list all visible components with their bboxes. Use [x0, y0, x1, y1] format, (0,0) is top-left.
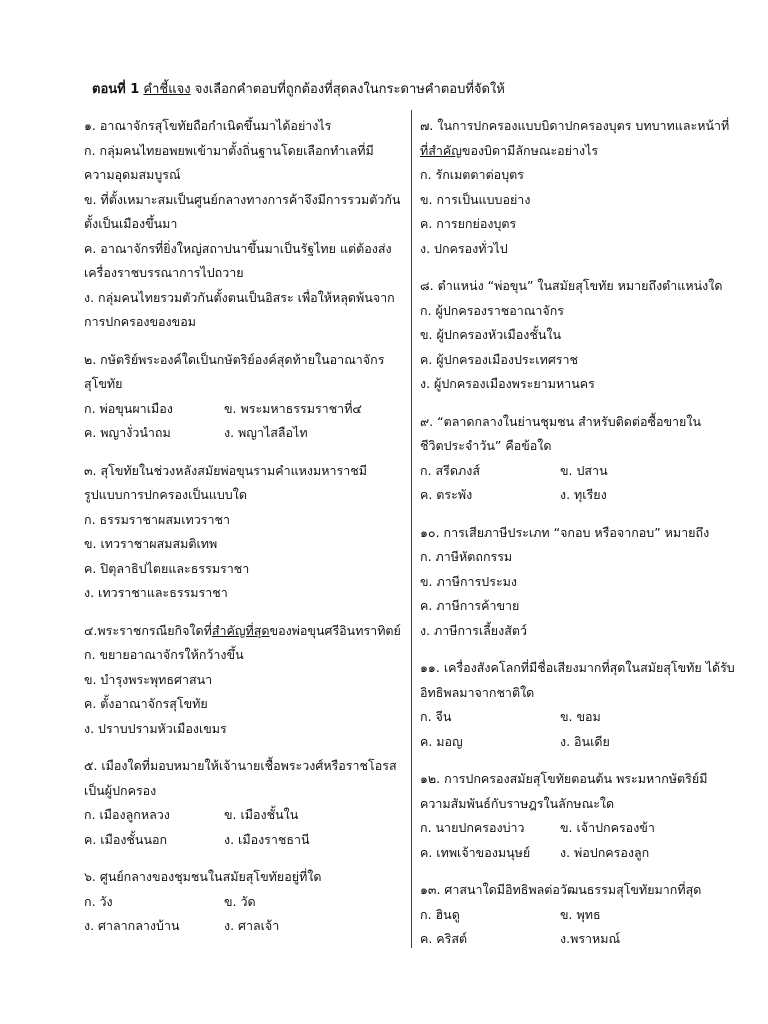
choice-c[interactable]: ค. ผู้ปกครองเมืองประเทศราช	[420, 351, 578, 367]
choice-c[interactable]: ค. ภาษีการค้าขาย	[420, 598, 520, 613]
question-stem-cont: ความสัมพันธ์กับราษฎรในลักษณะใด	[420, 795, 615, 811]
question-stem: ๑๑. เครื่องสังคโลกที่มีชื่อเสียงมากที่สุดในสมัยสุโขทัย ได้รับ	[420, 660, 735, 675]
stem-emphasis: สำคัญที่สุด	[211, 622, 270, 638]
question-stem-cont: รูปแบบการปกครองเป็นแบบใด	[84, 487, 247, 502]
choice-c-cont: เครื่องราชบรรณาการไปถวาย	[84, 265, 244, 280]
choice-row	[420, 903, 750, 928]
choice-d[interactable]: ง. อินเดีย	[560, 733, 610, 749]
choice-row	[84, 803, 406, 828]
section-label: ตอนที่ 1	[92, 82, 140, 97]
choice-d-cont: การปกครองของขอม	[84, 314, 196, 329]
choice-c[interactable]: ค. การยกย่องบุตร	[420, 216, 517, 231]
instructions-text: จงเลือกคำตอบที่ถูกต้องที่สุดลงในกระดาษคำตอบที่จัดให้	[190, 82, 505, 97]
instructions-header	[92, 78, 732, 99]
question-stem: ๒. กษัตริย์พระองค์ใดเป็นกษัตริย์องค์สุดท้ายในอาณาจักร	[84, 351, 385, 367]
right-column	[420, 114, 750, 965]
choice-b[interactable]: ข. ปสาน	[560, 462, 608, 478]
stem-part: ๔.พระราชกรณียกิจใดที่	[84, 622, 212, 638]
column-divider	[411, 110, 412, 948]
choice-c[interactable]: ค. เทพเจ้าของมนุษย์	[420, 844, 531, 860]
question-stem-cont: ชีวิตประจำวัน” คือข้อใด	[420, 438, 552, 453]
choice-b[interactable]: ข. บำรุงพระพุทธศาสนา	[84, 671, 213, 687]
choice-d[interactable]: ง. เทวราชาและธรรมราชา	[84, 585, 228, 600]
question-stem: ๙. “ตลาดกลางในย่านชุมชน สำหรับติดต่อซื้อขายใน	[420, 413, 702, 429]
choice-d[interactable]: ง. ทุเรียง	[560, 487, 607, 502]
choice-b[interactable]: ข. เมืองชั้นใน	[224, 807, 299, 822]
choice-b[interactable]: ข. วัด	[224, 893, 256, 909]
choice-a[interactable]: ก. วัง	[84, 893, 113, 909]
choice-d[interactable]: ง. พ่อปกครองลูก	[560, 844, 650, 860]
choice-c[interactable]: ค. คริสต์	[420, 931, 468, 946]
choice-b[interactable]: ข. เทวราชาผสมสมติเทพ	[84, 536, 218, 551]
question-stem	[84, 619, 406, 644]
question-stem-cont: เป็นผู้ปกครอง	[84, 782, 157, 798]
stem-emphasis: ที่สำคัญ	[420, 142, 462, 158]
choice-b-cont: ตั้งเป็นเมืองขึ้นมา	[84, 216, 178, 231]
choice-c[interactable]: ค. ตั้งอาณาจักรสุโขทัย	[84, 696, 208, 711]
question-3	[84, 459, 406, 606]
choice-d[interactable]: ง. ภาษีการเลี้ยงสัตว์	[420, 622, 527, 638]
choice-row	[420, 705, 750, 730]
question-12	[420, 767, 750, 865]
choice-c[interactable]: ค. ตระพัง	[420, 487, 473, 502]
choice-d[interactable]: ง. พญาไสลือไท	[224, 425, 308, 440]
instructions-label: คำชี้แจง	[143, 82, 191, 97]
choice-b[interactable]: ข. ผู้ปกครองหัวเมืองชั้นใน	[420, 327, 562, 342]
question-stem-cont: สุโขทัย	[84, 376, 123, 391]
question-stem: ๑๒. การปกครองสมัยสุโขทัยตอนต้น พระมหากษัตริย์มี	[420, 771, 708, 786]
choice-row	[84, 890, 406, 915]
choice-d[interactable]: ง.พราหมณ์	[560, 931, 621, 946]
choice-row	[420, 459, 750, 484]
choice-a[interactable]: ก. กลุ่มคนไทยอพยพเข้ามาตั้งถิ่นฐานโดยเลือกทำเลที่มี	[84, 142, 374, 158]
choice-a[interactable]: ก. นายปกครองบ่าว	[420, 820, 525, 835]
choice-b[interactable]: ข. ภาษีการประมง	[420, 573, 517, 589]
question-5	[84, 754, 406, 852]
question-stem: ๑. อาณาจักรสุโขทัยถือกำเนิดขึ้นมาได้อย่างไร	[84, 118, 332, 133]
choice-a[interactable]: ก. ขยายอาณาจักรให้กว้างขึ้น	[84, 647, 244, 662]
question-4	[84, 619, 406, 742]
choice-row	[420, 927, 750, 952]
question-6	[84, 865, 406, 939]
choice-c[interactable]: ค. พญางั่วนำถม	[84, 425, 171, 440]
choice-a[interactable]: ก. สรีดภงส์	[420, 462, 480, 478]
choice-b[interactable]: ข. การเป็นแบบอย่าง	[420, 191, 531, 207]
choice-row	[420, 483, 750, 508]
choice-row	[420, 730, 750, 755]
choice-c[interactable]: ค. มอญ	[420, 733, 463, 749]
choice-a[interactable]: ก. ภาษีหัตถกรรม	[420, 549, 513, 564]
question-stem: ๗. ในการปกครองแบบบิดาปกครองบุตร บทบาทและหน้าที่	[420, 118, 730, 133]
choice-a[interactable]: ก. รักเมตตาต่อบุตร	[420, 167, 524, 182]
question-stem: ๘. ตำแหน่ง “พ่อขุน” ในสมัยสุโขทัย หมายถึงตำแหน่งใด	[420, 278, 723, 293]
choice-d[interactable]: ง. ศาลเจ้า	[224, 918, 280, 933]
question-stem: ๑๓. ศาสนาใดมีอิทธิพลต่อวัฒนธรรมสุโขทัยมากที่สุด	[420, 882, 702, 897]
choice-c[interactable]: ค. เมืองชั้นนอก	[84, 831, 168, 847]
left-column	[84, 114, 406, 952]
choice-b[interactable]: ข. พระมหาธรรมราชาที่๔	[224, 400, 362, 416]
question-1	[84, 114, 406, 335]
question-8	[420, 274, 750, 397]
choice-b[interactable]: ข. ที่ตั้งเหมาะสมเป็นศูนย์กลางทางการค้าจึงมีการรวมตัวกัน	[84, 191, 401, 207]
choice-c[interactable]: ง. ศาลากลางบ้าน	[84, 918, 180, 933]
question-7	[420, 114, 750, 261]
choice-c[interactable]: ค. อาณาจักรที่ยิ่งใหญ่สถาปนาขึ้นมาเป็นรัฐไทย แต่ต้องส่ง	[84, 240, 392, 256]
question-stem: ๕. เมืองใดที่มอบหมายให้เจ้านายเชื้อพระวงศ์หรือราชโอรส	[84, 758, 397, 773]
choice-a[interactable]: ก. ผู้ปกครองราชอาณาจักร	[420, 302, 564, 318]
choice-b[interactable]: ข. ขอม	[560, 709, 601, 724]
choice-row	[84, 397, 406, 422]
choice-row	[84, 914, 406, 939]
question-stem-cont: อิทธิพลมาจากชาติใด	[420, 684, 535, 700]
choice-a[interactable]: ก. เมืองลูกหลวง	[84, 807, 170, 822]
choice-a[interactable]: ก. ธรรมราชาผสมเทวราชา	[84, 511, 231, 527]
choice-row	[84, 828, 406, 853]
choice-a[interactable]: ก. พ่อขุนผาเมือง	[84, 400, 173, 416]
question-11	[420, 656, 750, 754]
choice-row	[420, 841, 750, 866]
choice-row	[84, 421, 406, 446]
question-13	[420, 878, 750, 952]
choice-row	[420, 816, 750, 841]
question-stem: ๓. สุโขทัยในช่วงหลังสมัยพ่อขุนรามคำแหงมหาราชมี	[84, 462, 367, 478]
choice-d[interactable]: ง. ปกครองทั่วไป	[420, 240, 508, 256]
stem-part: ของพ่อขุนศรีอินทราทิตย์	[269, 622, 401, 638]
choice-a-cont: ความอุดมสมบูรณ์	[84, 167, 181, 182]
question-2	[84, 348, 406, 446]
question-10	[420, 521, 750, 644]
choice-c[interactable]: ค. ปิตุลาธิปไตยและธรรมราชา	[84, 560, 250, 576]
choice-d[interactable]: ง. เมืองราชธานี	[224, 831, 310, 847]
question-stem: ๖. ศูนย์กลางของชุมชนในสมัยสุโขทัยอยู่ที่ใด	[84, 869, 322, 884]
choice-d[interactable]: ง. กลุ่มคนไทยรวมตัวกันตั้งตนเป็นอิสระ เพื่อให้หลุดพ้นจาก	[84, 289, 395, 305]
choice-b[interactable]: ข. พุทธ	[560, 906, 601, 922]
choice-a[interactable]: ก. จีน	[420, 709, 452, 724]
choice-d[interactable]: ง. ปราบปรามหัวเมืองเขมร	[84, 720, 227, 736]
choice-b[interactable]: ข. เจ้าปกครองข้า	[560, 820, 655, 835]
question-9	[420, 410, 750, 508]
question-stem: ๑๐. การเสียภาษีประเภท “จกอบ หรือจากอบ” หมายถึง	[420, 524, 710, 540]
stem-part: ของบิดามีลักษณะอย่างไร	[461, 142, 599, 158]
question-stem-cont	[420, 139, 750, 164]
choice-d[interactable]: ง. ผู้ปกครองเมืองพระยามหานคร	[420, 376, 595, 391]
choice-a[interactable]: ก. ฮินดู	[420, 906, 460, 922]
